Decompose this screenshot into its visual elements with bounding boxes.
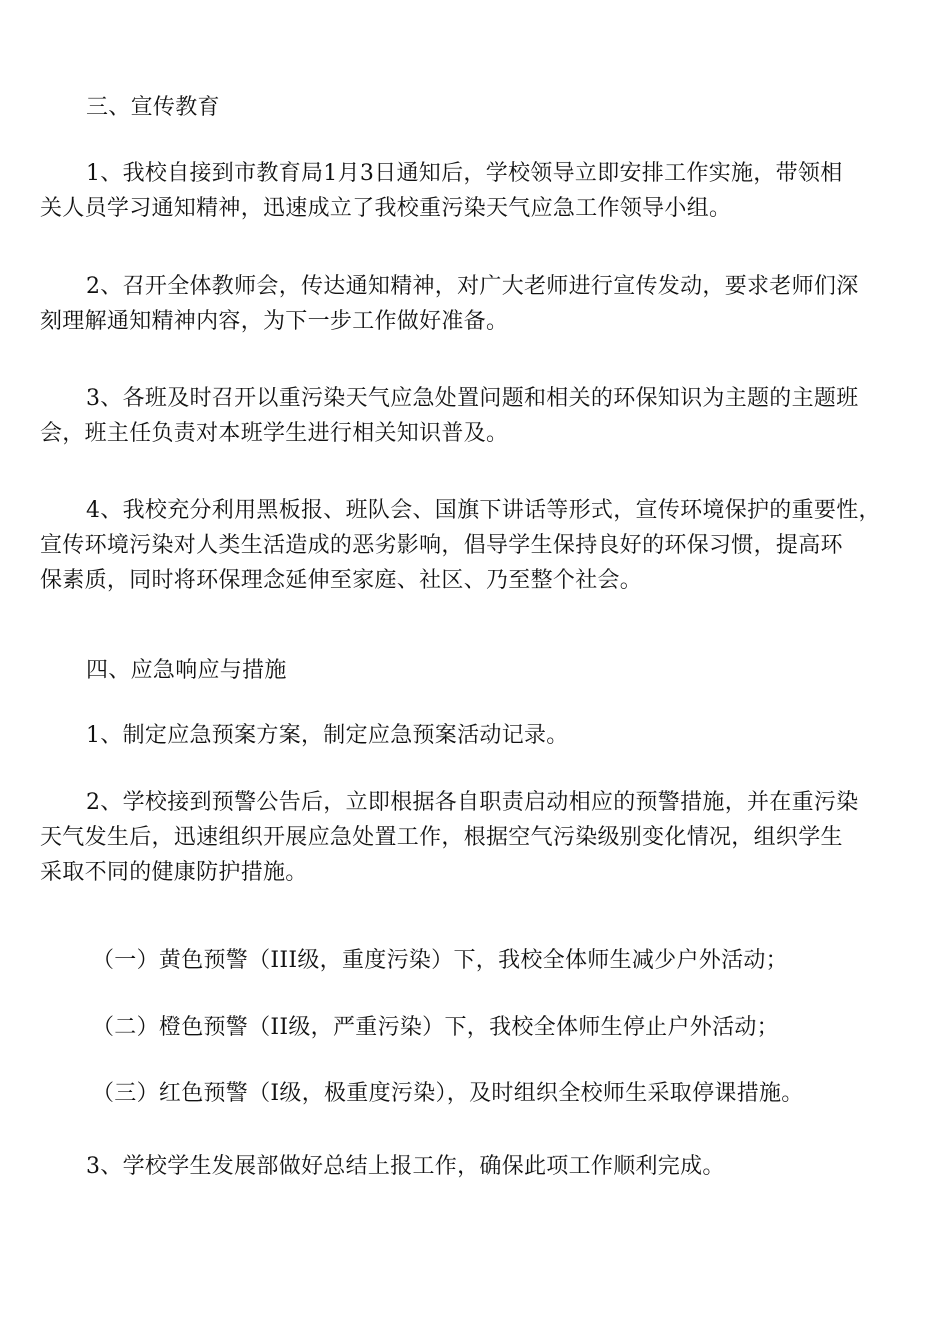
text-line: 刻理解通知精神内容，为下一步工作做好准备。: [40, 309, 509, 334]
section-heading-emergency: [86, 653, 916, 688]
text-line: 关人员学习通知精神，迅速成立了我校重污染天气应急工作领导小组。: [40, 196, 732, 221]
text-line: 采取不同的健康防护措施。: [40, 860, 308, 885]
paragraph-item-1: [40, 156, 916, 226]
paragraph-item-4: [40, 493, 916, 598]
warning-red: [92, 1076, 922, 1111]
paragraph-item-2: [40, 269, 916, 339]
text-line: （二）橙色预警（II级，严重污染）下，我校全体师生停止户外活动；: [92, 1015, 779, 1040]
text-line: 1、制定应急预案方案，制定应急预案活动记录。: [86, 723, 569, 748]
text-line: 天气发生后，迅速组织开展应急处置工作，根据空气污染级别变化情况，组织学生: [40, 825, 843, 850]
warning-yellow: [92, 943, 922, 978]
text-line: 3、各班及时召开以重污染天气应急处置问题和相关的环保知识为主题的主题班: [86, 386, 859, 411]
text-line: 4、我校充分利用黑板报、班队会、国旗下讲话等形式，宣传环境保护的重要性，: [86, 498, 881, 523]
text-line: （一）黄色预警（III级，重度污染）下，我校全体师生减少户外活动；: [92, 948, 788, 973]
warning-orange: [92, 1010, 922, 1045]
text-line: 2、学校接到预警公告后，立即根据各自职责启动相应的预警措施，并在重污染: [86, 790, 859, 815]
paragraph-emergency-2: [40, 785, 916, 890]
section-heading-publicity: [86, 90, 916, 125]
text-line: （三）红色预警（I级，极重度污染），及时组织全校师生采取停课措施。: [92, 1081, 804, 1106]
paragraph-emergency-3: [86, 1149, 916, 1184]
text-line: 四、应急响应与措施: [86, 658, 287, 683]
paragraph-item-3: [40, 381, 916, 451]
text-line: 2、召开全体教师会，传达通知精神，对广大老师进行宣传发动，要求老师们深: [86, 274, 859, 299]
text-line: 三、宣传教育: [86, 95, 220, 120]
text-line: 1、我校自接到市教育局1月3日通知后，学校领导立即安排工作实施，带领相: [86, 161, 843, 186]
text-line: 保素质，同时将环保理念延伸至家庭、社区、乃至整个社会。: [40, 568, 643, 593]
paragraph-emergency-1: [86, 718, 916, 753]
text-line: 会，班主任负责对本班学生进行相关知识普及。: [40, 421, 509, 446]
text-line: 宣传环境污染对人类生活造成的恶劣影响，倡导学生保持良好的环保习惯，提高环: [40, 533, 843, 558]
text-line: 3、学校学生发展部做好总结上报工作，确保此项工作顺利完成。: [86, 1154, 725, 1179]
